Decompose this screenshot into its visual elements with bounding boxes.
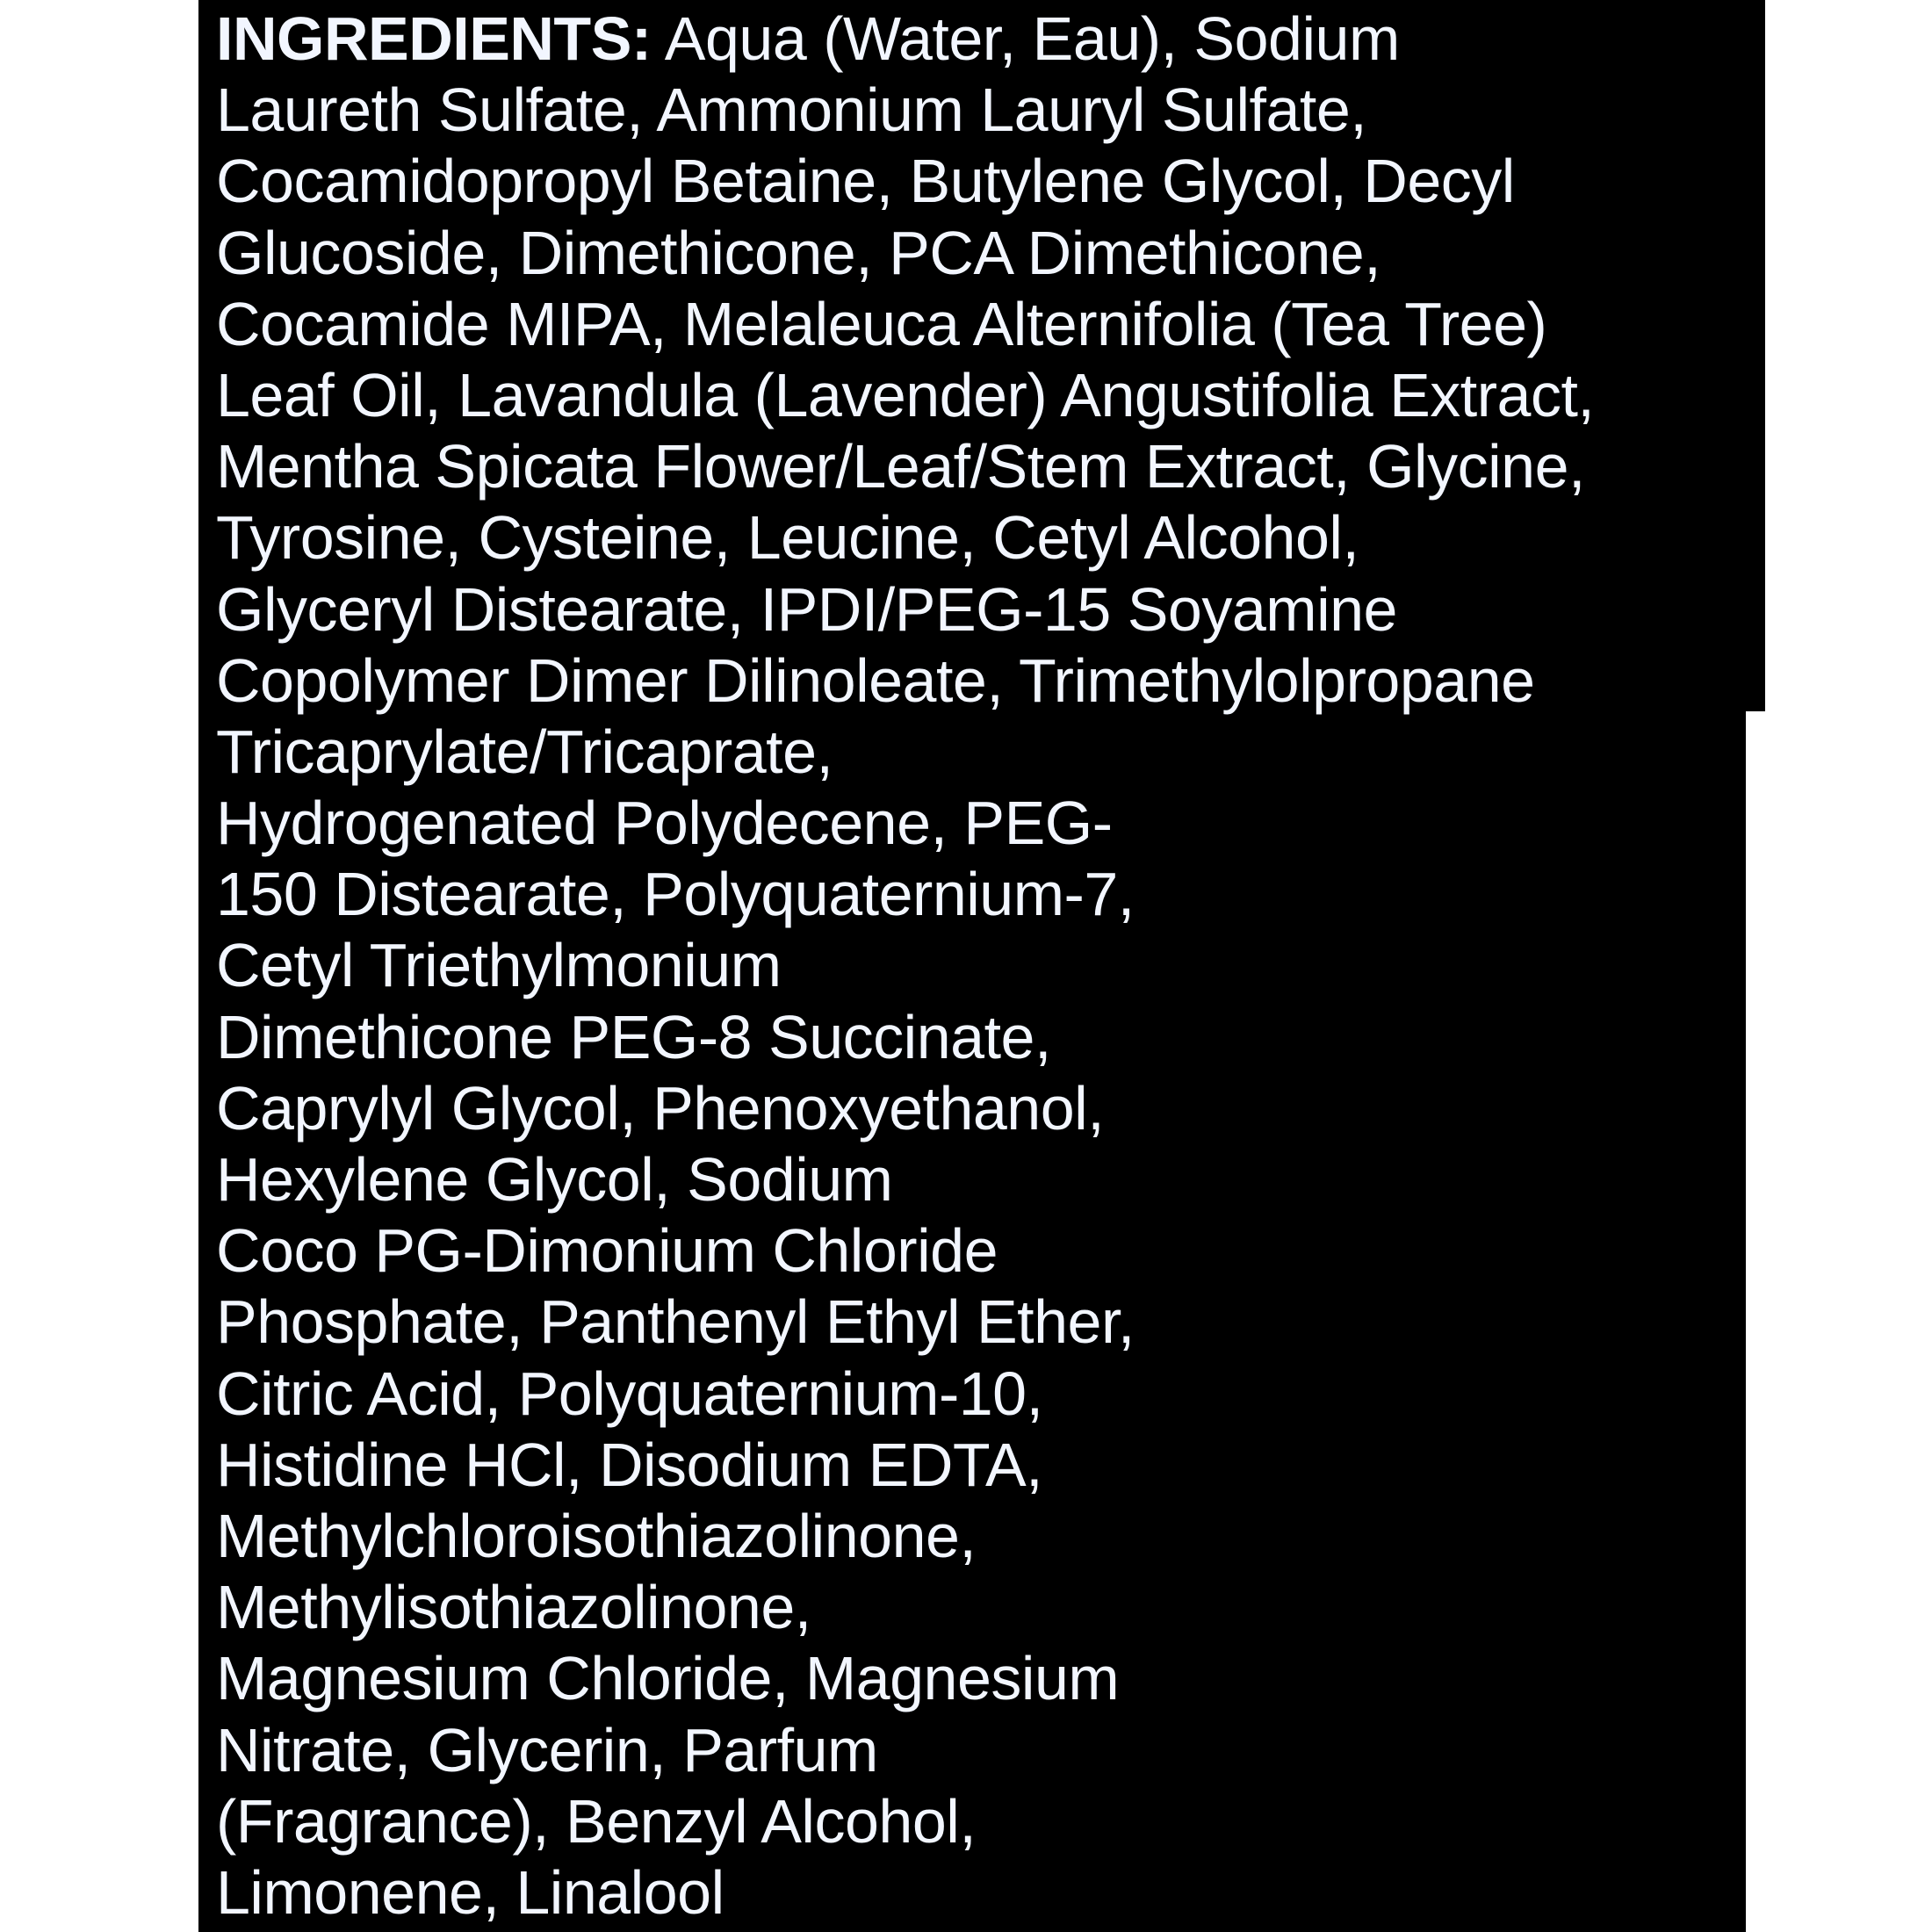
ingredients-text: Aqua (Water, Eau), Sodium xyxy=(651,4,1400,73)
ingredients-line: Nitrate, Glycerin, Parfum xyxy=(216,1715,878,1784)
ingredients-line: Histidine HCl, Disodium EDTA, xyxy=(216,1430,1043,1499)
ingredients-line: Citric Acid, Polyquaternium-10, xyxy=(216,1359,1043,1428)
ingredients-line: Limonene, Linalool xyxy=(216,1857,724,1927)
ingredients-line: Glucoside, Dimethicone, PCA Dimethicone, xyxy=(216,218,1381,287)
ingredients-line: 150 Distearate, Polyquaternium-7, xyxy=(216,860,1135,929)
ingredients-line: Dimethicone PEG-8 Succinate, xyxy=(216,1002,1051,1071)
ingredients-line: Cocamidopropyl Betaine, Butylene Glycol, Decyl xyxy=(216,147,1515,216)
ingredients-heading: INGREDIENTS: xyxy=(216,4,652,73)
ingredients-line: (Fragrance), Benzyl Alcohol, xyxy=(216,1786,977,1856)
ingredients-line: Leaf Oil, Lavandula (Lavender) Angustifolia Extract, xyxy=(216,360,1595,429)
ingredients-line: Mentha Spicata Flower/Leaf/Stem Extract, Glycine, xyxy=(216,432,1585,501)
ingredients-line: Methylisothiazolinone, xyxy=(216,1573,811,1642)
ingredients-line: Magnesium Chloride, Magnesium xyxy=(216,1644,1120,1713)
ingredients-line: Cocamide MIPA, Melaleuca Alternifolia (Tea Tree) xyxy=(216,289,1547,358)
ingredients-line: Tyrosine, Cysteine, Leucine, Cetyl Alcohol, xyxy=(216,503,1359,573)
ingredients-line xyxy=(216,4,1744,75)
ingredients-line: Copolymer Dimer Dilinoleate, Trimethylolpropane xyxy=(216,645,1535,715)
ingredients-line: Phosphate, Panthenyl Ethyl Ether, xyxy=(216,1287,1135,1357)
ingredients-line: Glyceryl Distearate, IPDI/PEG-15 Soyamine xyxy=(216,574,1397,644)
ingredients-line: Laureth Sulfate, Ammonium Lauryl Sulfate, xyxy=(216,76,1367,145)
ingredients-line: Hydrogenated Polydecene, PEG- xyxy=(216,789,1113,858)
ingredients-line: Caprylyl Glycol, Phenoxyethanol, xyxy=(216,1073,1105,1143)
ingredients-line: Coco PG-Dimonium Chloride xyxy=(216,1216,998,1286)
ingredients-line: Tricaprylate/Tricaprate, xyxy=(216,717,833,786)
ingredients-list xyxy=(216,4,1744,1928)
ingredients-line: Cetyl Triethylmonium xyxy=(216,931,782,1000)
ingredients-line: Methylchloroisothiazolinone, xyxy=(216,1501,977,1570)
ingredients-line: Hexylene Glycol, Sodium xyxy=(216,1145,893,1214)
